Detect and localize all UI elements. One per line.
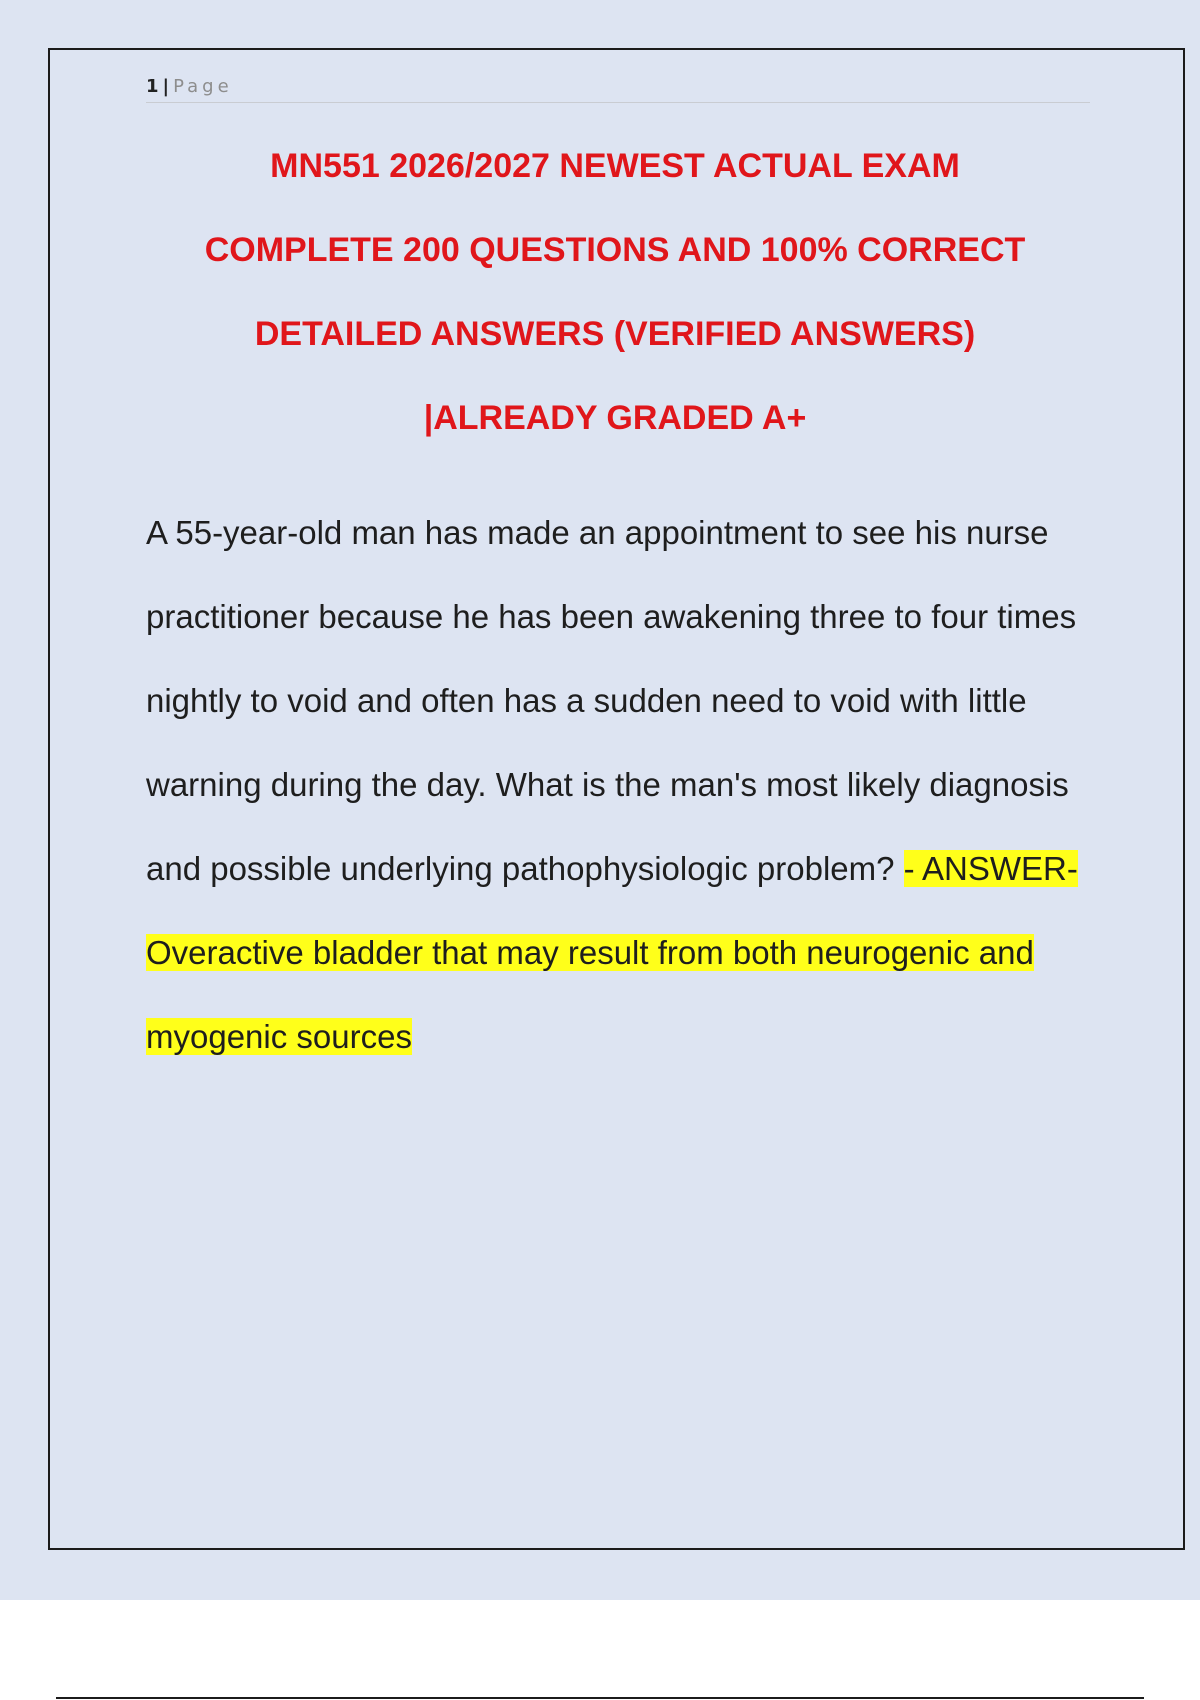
- footer-rule: [56, 1697, 1144, 1699]
- page-label: Page: [173, 76, 233, 97]
- question-paragraph: [146, 491, 1096, 1079]
- document-title: [120, 140, 1110, 476]
- highlighted-answer: - ANSWER-Overactive bladder that may result from both neurogenic and myogenic sources: [146, 850, 1078, 1055]
- page-number: 1: [146, 76, 159, 97]
- page-header: [146, 72, 1090, 103]
- header-separator: |: [162, 76, 170, 97]
- title-line: MN551 2026/2027 NEWEST ACTUAL EXAM: [270, 147, 960, 185]
- question-text: A 55-year-old man has made an appointment to see his nurse practitioner because he has been awakening three to four times nightly to void and often has a sudden need to void with little warning during the day. What is the man's most likely diagnosis and possible underlying pathophysiologic problem?: [146, 514, 1077, 887]
- title-line: DETAILED ANSWERS (VERIFIED ANSWERS): [254, 315, 976, 353]
- title-line: |ALREADY GRADED A+: [423, 399, 807, 437]
- title-line: COMPLETE 200 QUESTIONS AND 100% CORRECT: [204, 231, 1026, 269]
